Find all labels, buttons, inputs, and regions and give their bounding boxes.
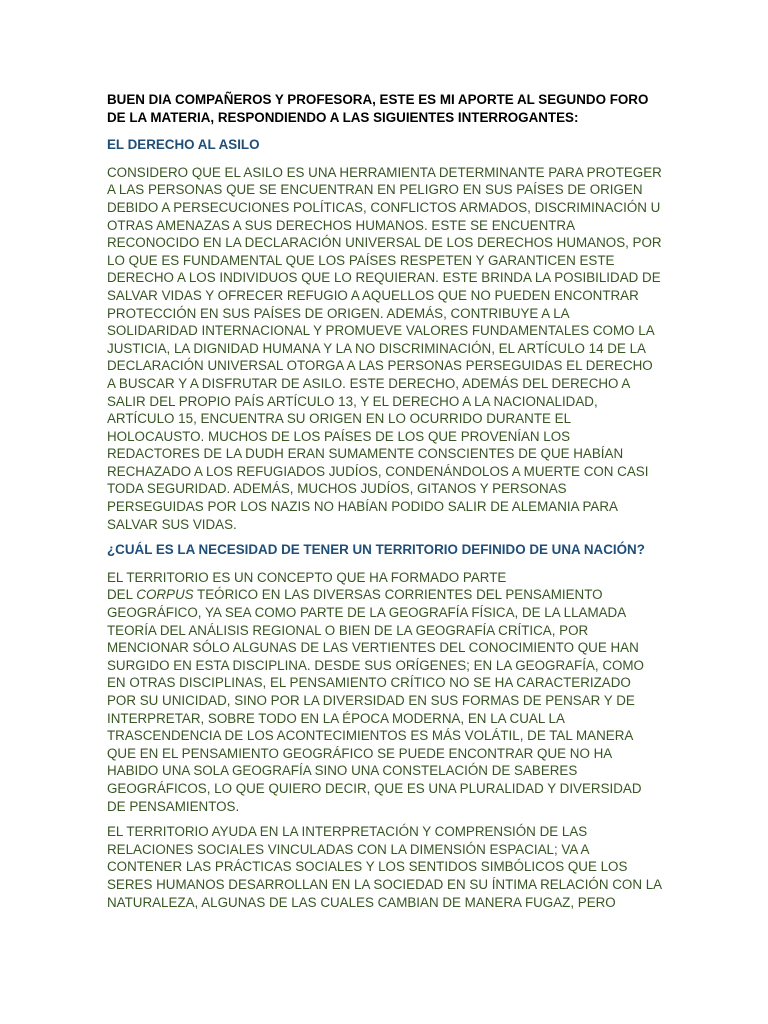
document-page xyxy=(107,91,663,919)
territory-paragraph-1-rest: TEÓRICO EN LAS DIVERSAS CORRIENTES DEL PENSAMIENTO GEOGRÁFICO, YA SEA COMO PARTE DE LA GEOGRAFÍA FÍSICA, DE LA LLAMADA TEORÍA DEL ANÁLISIS REGIONAL O BIEN DE LA GEOGRAFÍA CRÍTICA, POR MENCIONAR SÓLO ALGUNAS DE LAS VERTIENTES DEL CONOCIMIENTO QUE HAN SURGIDO EN ESTA DISCIPLINA. DESDE SUS ORÍGENES; EN LA GEOGRAFÍA, COMO EN OTRAS DISCIPLINAS, EL PENSAMIENTO CRÍTICO NO SE HA CARACTERIZADO POR SU UNICIDAD, SINO POR LA DIVERSIDAD EN SUS FORMAS DE PENSAR Y DE INTERPRETAR, SOBRE TODO EN LA ÉPOCA MODERNA, EN LA CUAL LA TRASCENDENCIA DE LOS ACONTECIMIENTOS ES MÁS VOLÁTIL, DE TAL MANERA QUE EN EL PENSAMIENTO GEOGRÁFICO SE PUEDE ENCONTRAR QUE NO HA HABIDO UNA SOLA GEOGRAFÍA SINO UNA CONSTELACIÓN DE SABERES GEOGRÁFICOS, LO QUE QUIERO DECIR, QUE ES UNA PLURALIDAD Y DIVERSIDAD DE PENSAMIENTOS. xyxy=(107,587,644,814)
territory-paragraph-1 xyxy=(107,569,663,815)
corpus-italic-word: CORPUS xyxy=(136,587,194,603)
section-heading-territory: ¿CUÁL ES LA NECESIDAD DE TENER UN TERRITORIO DEFINIDO DE UNA NACIÓN? xyxy=(107,542,645,558)
section-heading-asylum: EL DERECHO AL ASILO xyxy=(107,137,260,153)
territory-paragraph-2: EL TERRITORIO AYUDA EN LA INTERPRETACIÓN Y COMPRENSIÓN DE LAS RELACIONES SOCIALES VINCULADAS CON LA DIMENSIÓN ESPACIAL; VA A CONTENER LAS PRÁCTICAS SOCIALES Y LOS SENTIDOS SIMBÓLICOS QUE LOS SERES HUMANOS DESARROLLAN EN LA SOCIEDAD EN SU ÍNTIMA RELACIÓN CON LA NATURALEZA, ALGUNAS DE LAS CUALES CAMBIAN DE MANERA FUGAZ, PERO xyxy=(107,824,662,910)
asylum-paragraph: CONSIDERO QUE EL ASILO ES UNA HERRAMIENTA DETERMINANTE PARA PROTEGER A LAS PERSONAS QUE SE ENCUENTRAN EN PELIGRO EN SUS PAÍSES DE ORIGEN DEBIDO A PERSECUCIONES POLÍTICAS, CONFLICTOS ARMADOS, DISCRIMINACIÓN U OTRAS AMENAZAS A SUS DERECHOS HUMANOS. ESTE SE ENCUENTRA RECONOCIDO EN LA DECLARACIÓN UNIVERSAL DE LOS DERECHOS HUMANOS, POR LO QUE ES FUNDAMENTAL QUE LOS PAÍSES RESPETEN Y GARANTICEN ESTE DERECHO A LOS INDIVIDUOS QUE LO REQUIERAN. ESTE BRINDA LA POSIBILIDAD DE SALVAR VIDAS Y OFRECER REFUGIO A AQUELLOS QUE NO PUEDEN ENCONTRAR PROTECCIÓN EN SUS PAÍSES DE ORIGEN. ADEMÁS, CONTRIBUYE A LA SOLIDARIDAD INTERNACIONAL Y PROMUEVE VALORES FUNDAMENTALES COMO LA JUSTICIA, LA DIGNIDAD HUMANA Y LA NO DISCRIMINACIÓN, EL ARTÍCULO 14 DE LA DECLARACIÓN UNIVERSAL OTORGA A LAS PERSONAS PERSEGUIDAS EL DERECHO A BUSCAR Y A DISFRUTAR DE ASILO. ESTE DERECHO, ADEMÁS DEL DERECHO A SALIR DEL PROPIO PAÍS ARTÍCULO 13, Y EL DERECHO A LA NACIONALIDAD, ARTÍCULO 15, ENCUENTRA SU ORIGEN EN LO OCURRIDO DURANTE EL HOLOCAUSTO. MUCHOS DE LOS PAÍSES DE LOS QUE PROVENÍAN LOS REDACTORES DE LA DUDH ERAN SUMAMENTE CONSCIENTES DE QUE HABÍAN RECHAZADO A LOS REFUGIADOS JUDÍOS, CONDENÁNDOLOS A MUERTE CON CASI TODA SEGURIDAD. ADEMÁS, MUCHOS JUDÍOS, GITANOS Y PERSONAS PERSEGUIDAS POR LOS NAZIS NO HABÍAN PODIDO SALIR DE ALEMANIA PARA SALVAR SUS VIDAS. xyxy=(107,164,662,532)
intro-text: BUEN DIA COMPAÑEROS Y PROFESORA, ESTE ES MI APORTE AL SEGUNDO FORO DE LA MATERIA, RESPONDIENDO A LAS SIGUIENTES INTERROGANTES: xyxy=(107,92,649,125)
territory-paragraph-1-first-line: EL TERRITORIO ES UN CONCEPTO QUE HA FORMADO PARTE xyxy=(107,569,507,585)
territory-paragraph-1-prefix: DEL xyxy=(107,587,137,603)
